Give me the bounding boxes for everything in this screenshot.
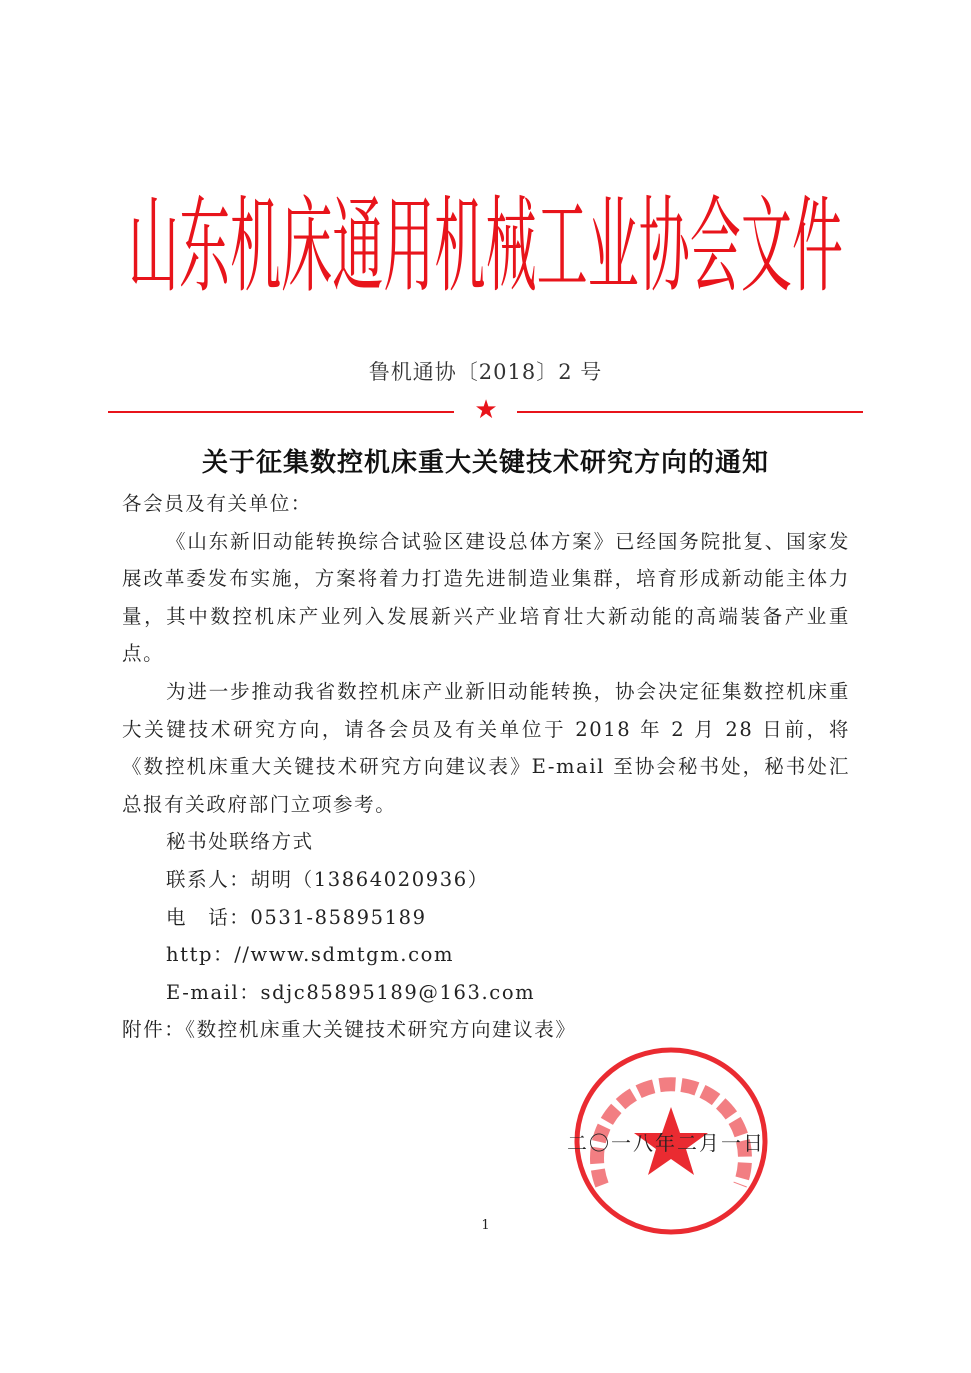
attachment: 附件：《数控机床重大关键技术研究方向建议表》 [122,1018,577,1042]
red-divider-left [108,411,454,413]
document-number: 鲁机通协〔2018〕2 号 [368,360,603,384]
contact-website: http：//www.sdmtgm.com [166,943,455,967]
star-icon: ★ [474,395,498,425]
document-body [122,485,850,1049]
masthead-title: 山东机床通用机械工业协会文件 [128,185,843,303]
contact-email: E-mail：sdjc85895189@163.com [166,980,536,1004]
masthead [128,178,843,303]
contact-phone: 电 话：0531-85895189 [166,905,427,929]
paragraph: 为进一步推动我省数控机床产业新旧动能转换，协会决定征集数控机床重大关键技术研究方向，请各会员及有关单位于 2018 年 2 月 28 日前，将《数控机床重大关键技术研究方向建议表》E-mail 至协会秘书处，秘书处汇总报有关政府部门立项参考。 [122,679,850,816]
red-divider-right [517,411,863,413]
page-number: 1 [481,1218,490,1233]
issue-date: 二〇一八年二月一日 [567,1131,765,1155]
paragraph: 《山东新旧动能转换综合试验区建设总体方案》已经国务院批复、国家发展改革委发布实施，方案将着力打造先进制造业集群，培育形成新动能主体力量，其中数控机床产业列入发展新兴产业培育壮大新动能的高端装备产业重点。 [122,529,850,666]
contact-heading: 秘书处联络方式 [166,830,314,854]
salutation: 各会员及有关单位： [122,492,312,515]
notice-title: 关于征集数控机床重大关键技术研究方向的通知 [201,448,769,478]
contact-person: 联系人：胡明（13864020936） [166,867,489,891]
